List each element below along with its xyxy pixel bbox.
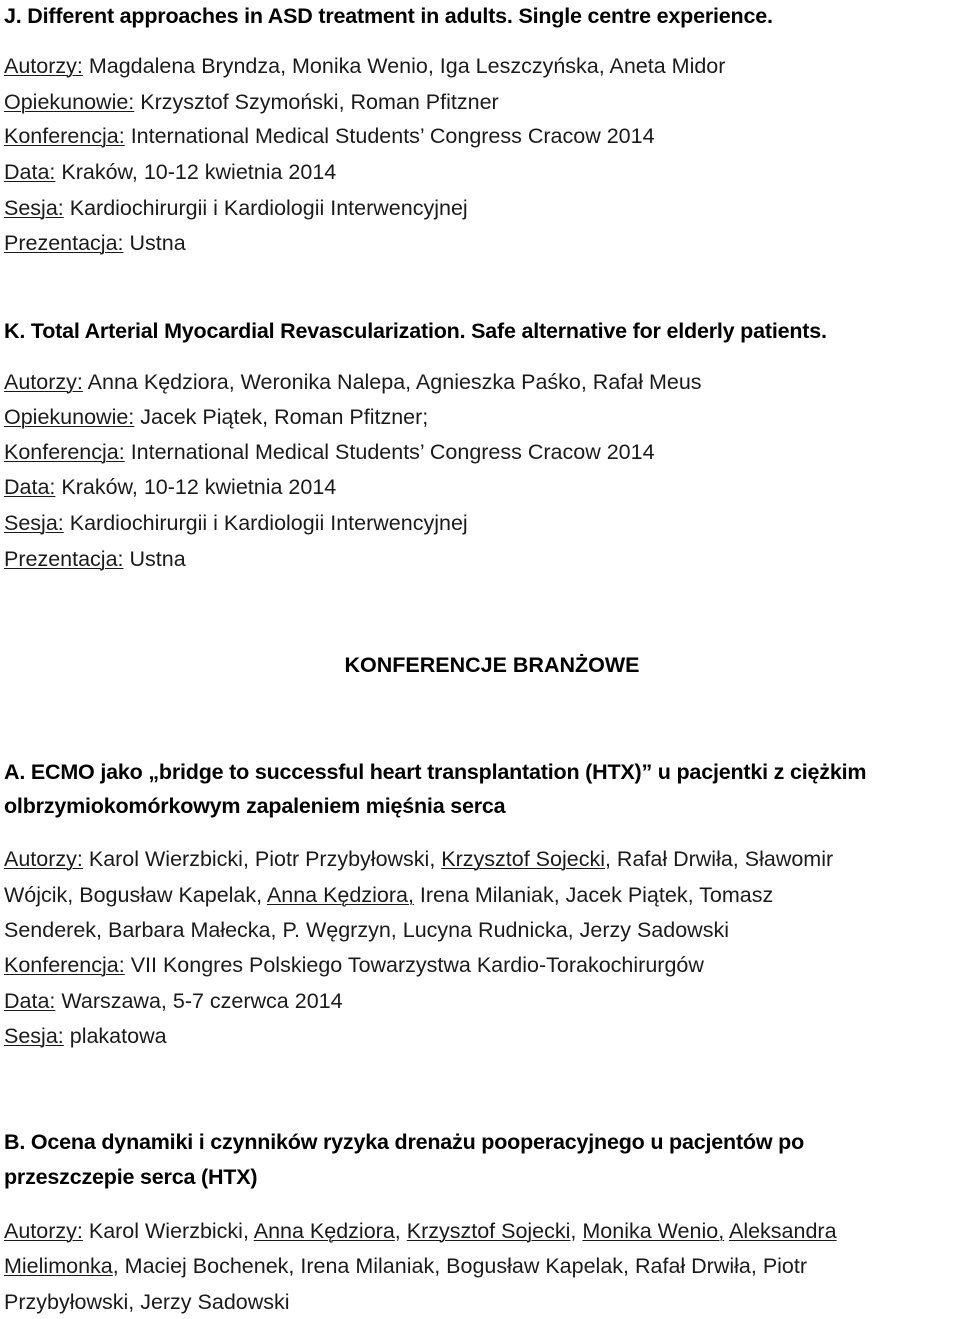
conference-value: International Medical Students’ Congress Cracow 2014 xyxy=(124,440,655,464)
presentation-value: Ustna xyxy=(123,547,186,571)
authors-text: Irena Milaniak, Jacek Piątek, Tomasz xyxy=(413,883,774,907)
session-value: plakatowa xyxy=(63,1024,167,1048)
authors-label: Autorzy: xyxy=(4,54,83,78)
authors-text: Wójcik, Bogusław Kapelak, xyxy=(4,883,267,907)
section-a-title-line2: olbrzymiokomórkowym zapaleniem mięśnia serca xyxy=(4,794,506,818)
author-link: Krzysztof Sojecki xyxy=(406,1219,571,1243)
section-j-session xyxy=(4,194,468,222)
section-b-authors-line2 xyxy=(4,1252,807,1280)
section-j-presentation xyxy=(4,229,186,257)
authors-label: Autorzy: xyxy=(4,847,83,871)
section-b-title-line1: B. Ocena dynamiki i czynników ryzyka drenażu pooperacyjnego u pacjentów po xyxy=(4,1130,805,1154)
section-a-conference xyxy=(4,951,704,979)
conference-label: Konferencja: xyxy=(4,953,125,977)
authors-label: Autorzy: xyxy=(4,370,83,394)
section-j-title: J. Different approaches in ASD treatment in adults. Single centre experience. xyxy=(4,4,773,28)
authors-text: Karol Wierzbicki, xyxy=(82,1219,254,1243)
section-j-authors xyxy=(4,52,725,80)
authors-text: , Maciej Bochenek, Irena Milaniak, Bogusław Kapelak, Rafał Drwiła, Piotr xyxy=(112,1254,808,1278)
author-link: Krzysztof Sojecki xyxy=(441,847,605,871)
authors-label: Autorzy: xyxy=(4,1219,83,1243)
session-label: Sesja: xyxy=(4,1024,64,1048)
section-a-date xyxy=(4,987,343,1015)
section-k-supervisors xyxy=(4,403,428,431)
section-a-authors-line3: Senderek, Barbara Małecka, P. Węgrzyn, Lucyna Rudnicka, Jerzy Sadowski xyxy=(4,918,729,942)
session-label: Sesja: xyxy=(4,196,64,220)
section-j-conference xyxy=(4,122,655,150)
author-link: Monika Wenio, xyxy=(582,1219,725,1243)
presentation-label: Prezentacja: xyxy=(4,231,124,255)
date-label: Data: xyxy=(4,475,56,499)
section-k-date xyxy=(4,473,336,501)
industry-conferences-heading: KONFERENCJE BRANŻOWE xyxy=(344,653,640,677)
author-link: Aleksandra xyxy=(728,1219,837,1243)
section-j-date xyxy=(4,158,336,186)
conference-label: Konferencja: xyxy=(4,440,125,464)
supervisors-label: Opiekunowie: xyxy=(4,90,135,114)
session-label: Sesja: xyxy=(4,511,64,535)
author-link: Anna Kędziora xyxy=(253,1219,395,1243)
authors-text: , Rafał Drwiła, Sławomir xyxy=(604,847,834,871)
date-value: Kraków, 10-12 kwietnia 2014 xyxy=(55,160,337,184)
section-a-authors-line2 xyxy=(4,881,773,909)
section-k-session xyxy=(4,509,468,537)
presentation-label: Prezentacja: xyxy=(4,547,124,571)
section-b-title-line2: przeszczepie serca (HTX) xyxy=(4,1165,258,1189)
date-label: Data: xyxy=(4,989,56,1013)
conference-value: VII Kongres Polskiego Towarzystwa Kardio-Torakochirurgów xyxy=(124,953,704,977)
session-value: Kardiochirurgii i Kardiologii Interwencyjnej xyxy=(63,196,468,220)
section-a-title-line1: A. ECMO jako „bridge to successful heart transplantation (HTX)” u pacjentki z ciężkim xyxy=(4,760,867,784)
conference-value: International Medical Students’ Congress Cracow 2014 xyxy=(124,124,655,148)
section-b-authors-line1 xyxy=(4,1217,837,1245)
conference-label: Konferencja: xyxy=(4,124,125,148)
authors-text: , xyxy=(570,1219,583,1243)
supervisors-value: Krzysztof Szymoński, Roman Pfitzner xyxy=(134,90,499,114)
section-k-presentation xyxy=(4,545,186,573)
section-k-conference xyxy=(4,438,655,466)
authors-text: , xyxy=(394,1219,407,1243)
date-label: Data: xyxy=(4,160,56,184)
section-a-authors-line1 xyxy=(4,845,833,873)
author-link: Mielimonka xyxy=(4,1254,113,1278)
date-value: Kraków, 10-12 kwietnia 2014 xyxy=(55,475,337,499)
author-link: Anna Kędziora, xyxy=(266,883,414,907)
section-b-authors-line3: Przybyłowski, Jerzy Sadowski xyxy=(4,1290,290,1314)
section-k-title: K. Total Arterial Myocardial Revascularization. Safe alternative for elderly patients. xyxy=(4,319,827,343)
presentation-value: Ustna xyxy=(123,231,186,255)
section-j-supervisors xyxy=(4,88,499,116)
authors-value: Anna Kędziora, Weronika Nalepa, Agnieszka Paśko, Rafał Meus xyxy=(82,370,702,394)
session-value: Kardiochirurgii i Kardiologii Interwencyjnej xyxy=(63,511,468,535)
date-value: Warszawa, 5-7 czerwca 2014 xyxy=(55,989,343,1013)
authors-text: Karol Wierzbicki, Piotr Przybyłowski, xyxy=(82,847,442,871)
authors-value: Magdalena Bryndza, Monika Wenio, Iga Leszczyńska, Aneta Midor xyxy=(82,54,726,78)
section-k-authors xyxy=(4,368,702,396)
supervisors-value: Jacek Piątek, Roman Pfitzner; xyxy=(134,405,429,429)
section-a-session xyxy=(4,1022,167,1050)
supervisors-label: Opiekunowie: xyxy=(4,405,135,429)
